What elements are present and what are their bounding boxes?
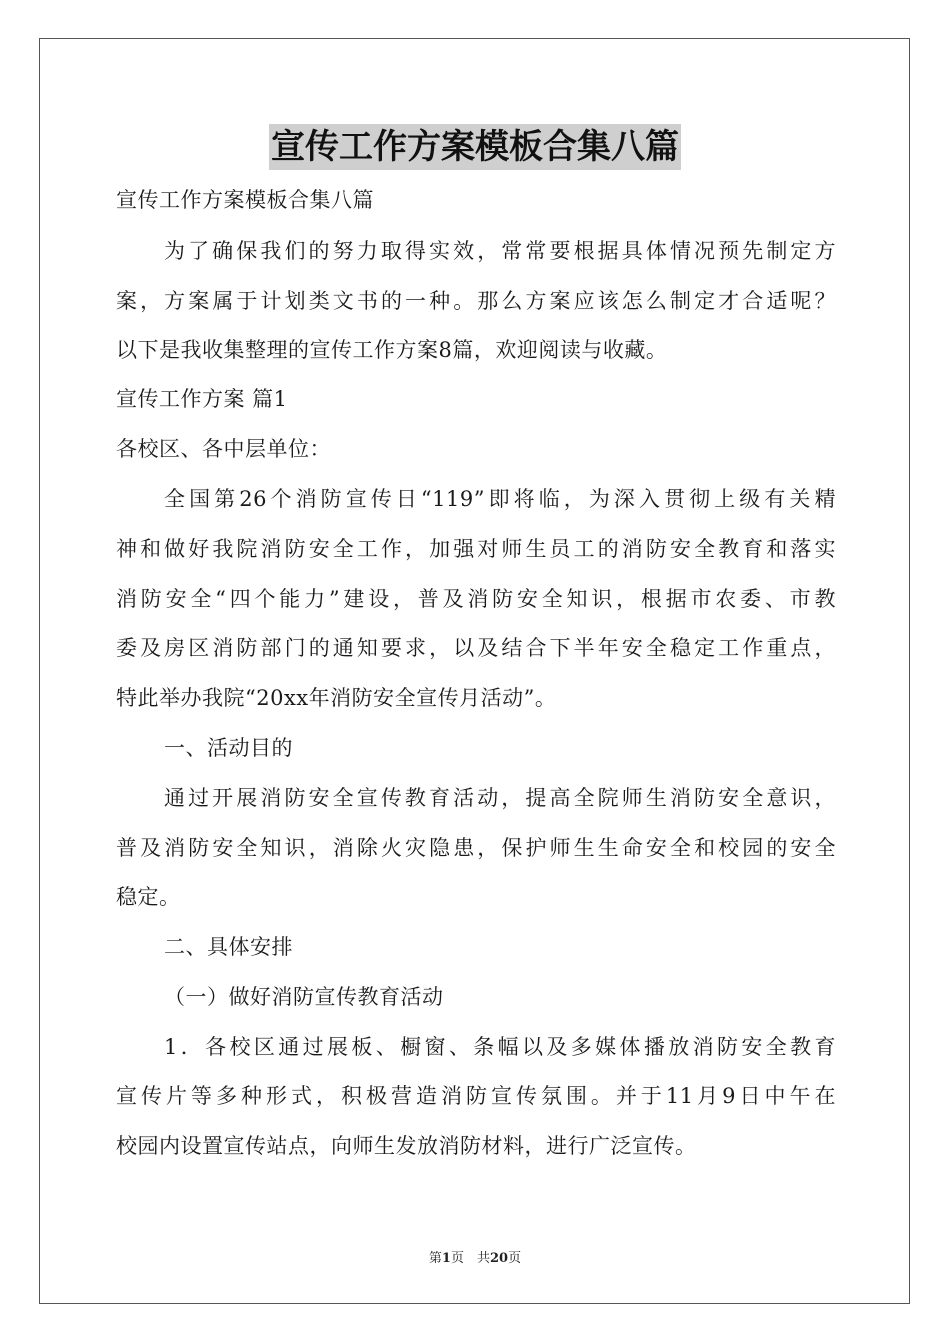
paragraph-line: 全国第26个消防宣传日“119”即将临，为深入贯彻上级有关精 bbox=[164, 487, 836, 511]
salutation: 各校区、各中层单位： bbox=[116, 437, 331, 461]
footer-mid: 页 共 bbox=[450, 1251, 490, 1266]
subheading: （一）做好消防宣传教育活动 bbox=[164, 985, 444, 1009]
paragraph-line: 为了确保我们的努力取得实效，常常要根据具体情况预先制定方 bbox=[164, 239, 836, 263]
paragraph-line: 稳定。 bbox=[116, 885, 181, 909]
paragraph-line: 消防安全“四个能力”建设，普及消防安全知识，根据市农委、市教 bbox=[116, 587, 836, 611]
section-heading: 宣传工作方案 篇1 bbox=[116, 387, 288, 411]
paragraph-line: 校园内设置宣传站点，向师生发放消防材料，进行广泛宣传。 bbox=[116, 1134, 697, 1158]
paragraph-line: 1．各校区通过展板、橱窗、条幅以及多媒体播放消防安全教育 bbox=[164, 1035, 836, 1059]
paragraph-line: 案，方案属于计划类文书的一种。那么方案应该怎么制定才合适呢？ bbox=[116, 289, 836, 313]
paragraph-line: 特此举办我院“20xx年消防安全宣传月活动”。 bbox=[116, 686, 557, 710]
footer-suffix: 页 bbox=[508, 1251, 522, 1266]
subheading: 二、具体安排 bbox=[164, 935, 293, 959]
current-page-number: 1 bbox=[441, 1251, 451, 1266]
total-page-number: 20 bbox=[489, 1251, 509, 1266]
paragraph-line: 通过开展消防安全宣传教育活动，提高全院师生消防安全意识， bbox=[164, 786, 836, 810]
footer-prefix: 第 bbox=[428, 1251, 442, 1266]
paragraph-line: 神和做好我院消防安全工作，加强对师生员工的消防安全教育和落实 bbox=[116, 537, 836, 561]
paragraph-line: 普及消防安全知识，消除火灾隐患，保护师生生命安全和校园的安全 bbox=[116, 836, 836, 860]
subheading: 一、活动目的 bbox=[164, 736, 293, 760]
paragraph-line: 宣传片等多种形式，积极营造消防宣传氛围。并于11月9日中午在 bbox=[116, 1084, 836, 1108]
paragraph-line: 委及房区消防部门的通知要求，以及结合下半年安全稳定工作重点， bbox=[116, 636, 836, 660]
page-footer bbox=[0, 1250, 950, 1268]
page-border bbox=[39, 38, 910, 1304]
document-title: 宣传工作方案模板合集八篇 bbox=[269, 124, 681, 170]
subtitle-line: 宣传工作方案模板合集八篇 bbox=[116, 188, 374, 212]
paragraph-line: 以下是我收集整理的宣传工作方案8篇，欢迎阅读与收藏。 bbox=[116, 338, 668, 362]
title-container bbox=[0, 124, 950, 170]
